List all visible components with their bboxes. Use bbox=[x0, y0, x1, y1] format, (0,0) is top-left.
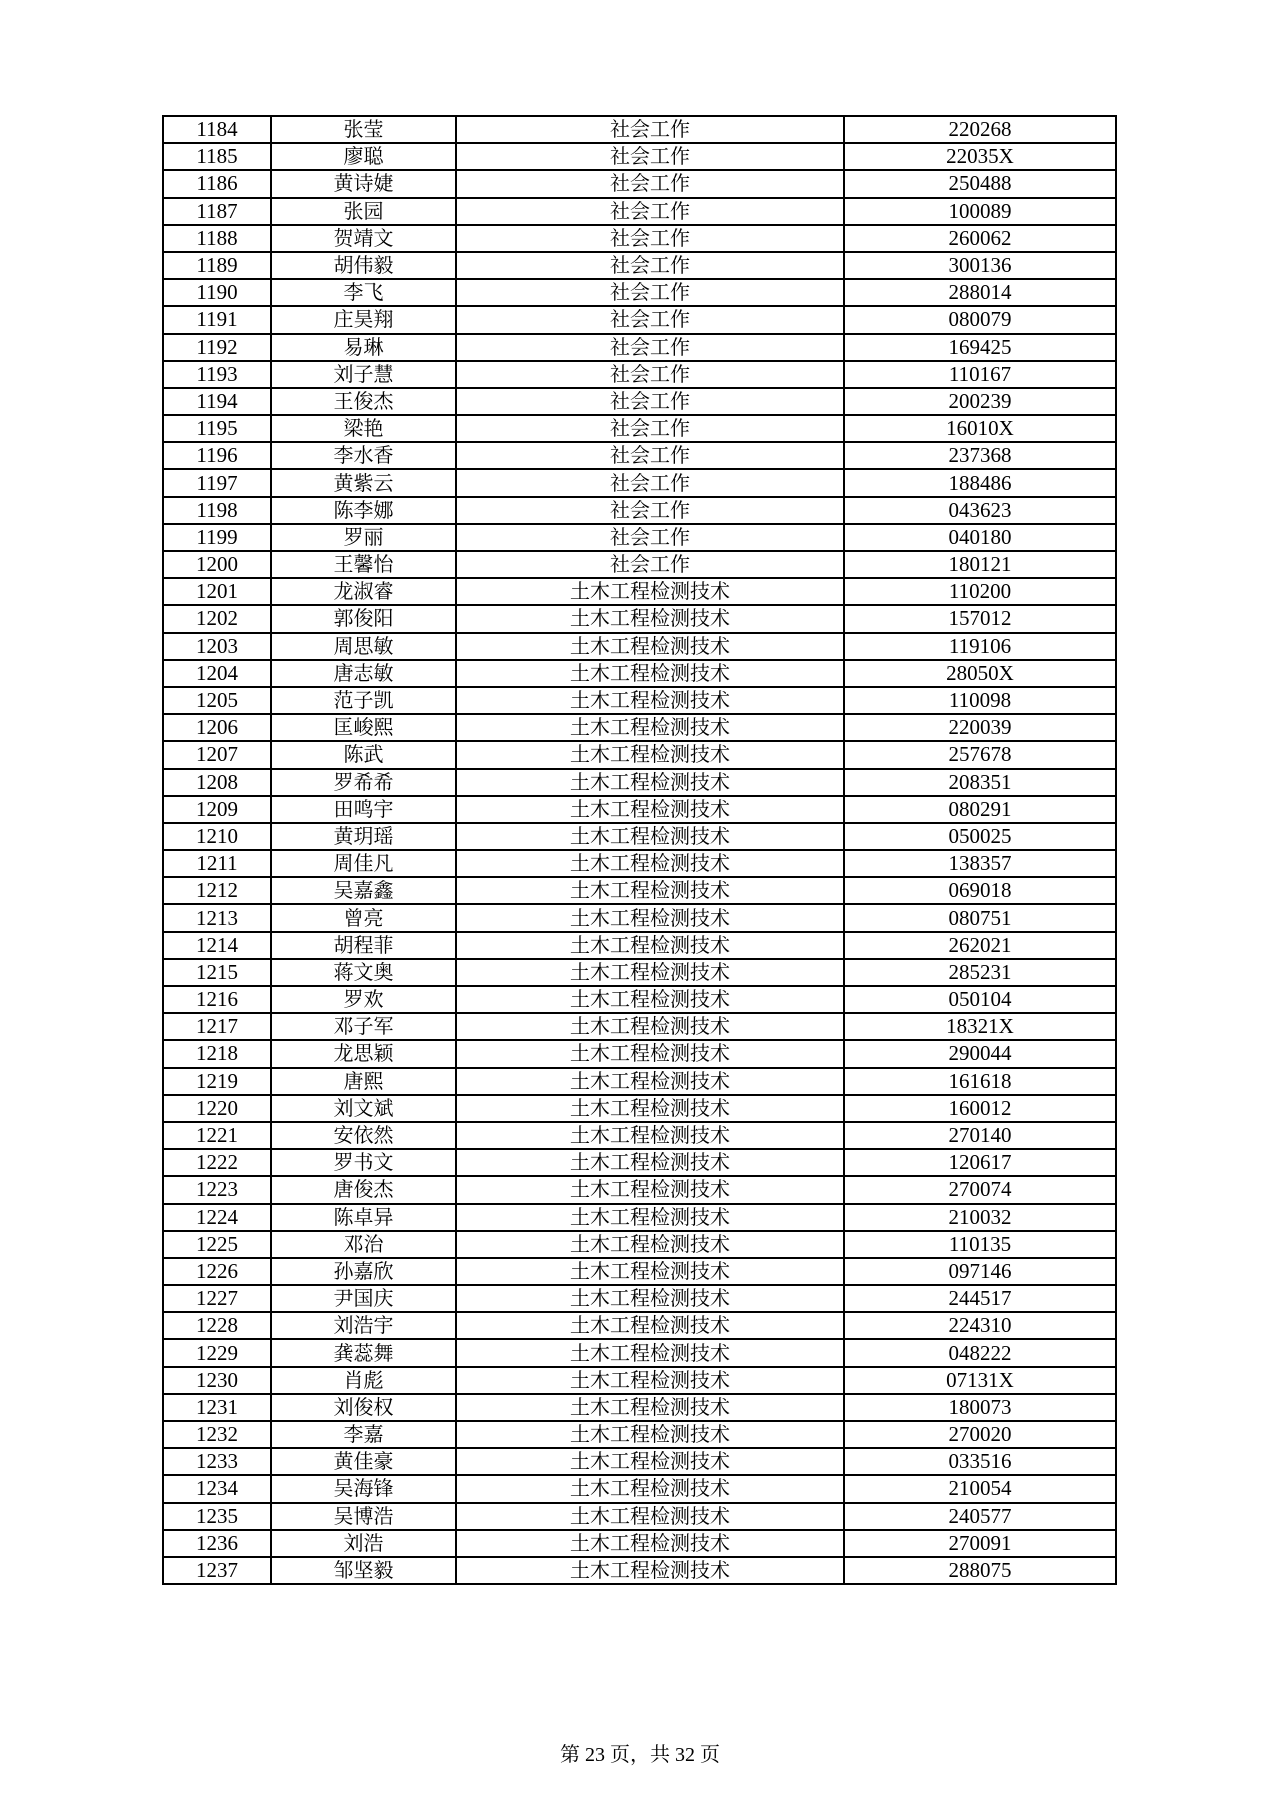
major-cell: 土木工程检测技术 bbox=[456, 1503, 844, 1530]
row-number-cell: 1213 bbox=[163, 904, 271, 931]
table-row bbox=[163, 1122, 1116, 1149]
name-cell: 黄紫云 bbox=[271, 469, 456, 496]
table-row bbox=[163, 361, 1116, 388]
table-row bbox=[163, 850, 1116, 877]
id-suffix-cell: 220039 bbox=[844, 714, 1116, 741]
major-cell: 土木工程检测技术 bbox=[456, 687, 844, 714]
row-number-cell: 1210 bbox=[163, 823, 271, 850]
row-number-cell: 1227 bbox=[163, 1285, 271, 1312]
row-number-cell: 1194 bbox=[163, 388, 271, 415]
row-number-cell: 1212 bbox=[163, 877, 271, 904]
row-number-cell: 1224 bbox=[163, 1204, 271, 1231]
student-list-table bbox=[162, 115, 1117, 1585]
major-cell: 土木工程检测技术 bbox=[456, 660, 844, 687]
name-cell: 唐熙 bbox=[271, 1068, 456, 1095]
name-cell: 田鸣宇 bbox=[271, 796, 456, 823]
major-cell: 土木工程检测技术 bbox=[456, 1068, 844, 1095]
table-row bbox=[163, 388, 1116, 415]
row-number-cell: 1206 bbox=[163, 714, 271, 741]
row-number-cell: 1184 bbox=[163, 116, 271, 143]
name-cell: 孙嘉欣 bbox=[271, 1258, 456, 1285]
name-cell: 胡程菲 bbox=[271, 932, 456, 959]
table-row bbox=[163, 660, 1116, 687]
id-suffix-cell: 07131X bbox=[844, 1367, 1116, 1394]
major-cell: 土木工程检测技术 bbox=[456, 850, 844, 877]
id-suffix-cell: 110167 bbox=[844, 361, 1116, 388]
name-cell: 吴海锋 bbox=[271, 1475, 456, 1502]
name-cell: 陈武 bbox=[271, 741, 456, 768]
table-row bbox=[163, 769, 1116, 796]
row-number-cell: 1217 bbox=[163, 1013, 271, 1040]
name-cell: 梁艳 bbox=[271, 415, 456, 442]
major-cell: 社会工作 bbox=[456, 551, 844, 578]
major-cell: 土木工程检测技术 bbox=[456, 1530, 844, 1557]
major-cell: 土木工程检测技术 bbox=[456, 1258, 844, 1285]
name-cell: 张莹 bbox=[271, 116, 456, 143]
row-number-cell: 1189 bbox=[163, 252, 271, 279]
major-cell: 土木工程检测技术 bbox=[456, 1204, 844, 1231]
name-cell: 王俊杰 bbox=[271, 388, 456, 415]
name-cell: 安依然 bbox=[271, 1122, 456, 1149]
id-suffix-cell: 210054 bbox=[844, 1475, 1116, 1502]
table-row bbox=[163, 306, 1116, 333]
table-row bbox=[163, 1394, 1116, 1421]
id-suffix-cell: 180121 bbox=[844, 551, 1116, 578]
row-number-cell: 1192 bbox=[163, 334, 271, 361]
row-number-cell: 1208 bbox=[163, 769, 271, 796]
table-row bbox=[163, 497, 1116, 524]
id-suffix-cell: 262021 bbox=[844, 932, 1116, 959]
id-suffix-cell: 188486 bbox=[844, 469, 1116, 496]
table-row bbox=[163, 1258, 1116, 1285]
table-row bbox=[163, 116, 1116, 143]
name-cell: 李嘉 bbox=[271, 1421, 456, 1448]
major-cell: 土木工程检测技术 bbox=[456, 633, 844, 660]
id-suffix-cell: 285231 bbox=[844, 959, 1116, 986]
major-cell: 土木工程检测技术 bbox=[456, 1149, 844, 1176]
name-cell: 王馨怡 bbox=[271, 551, 456, 578]
row-number-cell: 1235 bbox=[163, 1503, 271, 1530]
table-row bbox=[163, 551, 1116, 578]
major-cell: 土木工程检测技术 bbox=[456, 932, 844, 959]
id-suffix-cell: 097146 bbox=[844, 1258, 1116, 1285]
row-number-cell: 1218 bbox=[163, 1040, 271, 1067]
major-cell: 土木工程检测技术 bbox=[456, 741, 844, 768]
id-suffix-cell: 244517 bbox=[844, 1285, 1116, 1312]
table-row bbox=[163, 823, 1116, 850]
table-row bbox=[163, 1503, 1116, 1530]
table-row bbox=[163, 986, 1116, 1013]
major-cell: 土木工程检测技术 bbox=[456, 578, 844, 605]
name-cell: 李飞 bbox=[271, 279, 456, 306]
major-cell: 社会工作 bbox=[456, 415, 844, 442]
row-number-cell: 1223 bbox=[163, 1176, 271, 1203]
major-cell: 社会工作 bbox=[456, 524, 844, 551]
name-cell: 郭俊阳 bbox=[271, 605, 456, 632]
row-number-cell: 1201 bbox=[163, 578, 271, 605]
table-row bbox=[163, 904, 1116, 931]
name-cell: 罗希希 bbox=[271, 769, 456, 796]
major-cell: 社会工作 bbox=[456, 279, 844, 306]
major-cell: 土木工程检测技术 bbox=[456, 1475, 844, 1502]
row-number-cell: 1187 bbox=[163, 198, 271, 225]
row-number-cell: 1196 bbox=[163, 442, 271, 469]
table-row bbox=[163, 1040, 1116, 1067]
name-cell: 曾亮 bbox=[271, 904, 456, 931]
name-cell: 贺靖文 bbox=[271, 225, 456, 252]
major-cell: 土木工程检测技术 bbox=[456, 1122, 844, 1149]
id-suffix-cell: 050025 bbox=[844, 823, 1116, 850]
table-row bbox=[163, 1231, 1116, 1258]
name-cell: 李水香 bbox=[271, 442, 456, 469]
name-cell: 龙思颖 bbox=[271, 1040, 456, 1067]
row-number-cell: 1216 bbox=[163, 986, 271, 1013]
row-number-cell: 1200 bbox=[163, 551, 271, 578]
name-cell: 范子凯 bbox=[271, 687, 456, 714]
name-cell: 龙淑睿 bbox=[271, 578, 456, 605]
id-suffix-cell: 157012 bbox=[844, 605, 1116, 632]
id-suffix-cell: 110135 bbox=[844, 1231, 1116, 1258]
major-cell: 土木工程检测技术 bbox=[456, 904, 844, 931]
id-suffix-cell: 080079 bbox=[844, 306, 1116, 333]
row-number-cell: 1202 bbox=[163, 605, 271, 632]
row-number-cell: 1211 bbox=[163, 850, 271, 877]
row-number-cell: 1230 bbox=[163, 1367, 271, 1394]
table-row bbox=[163, 1557, 1116, 1584]
name-cell: 唐俊杰 bbox=[271, 1176, 456, 1203]
row-number-cell: 1219 bbox=[163, 1068, 271, 1095]
row-number-cell: 1198 bbox=[163, 497, 271, 524]
id-suffix-cell: 16010X bbox=[844, 415, 1116, 442]
name-cell: 匡峻熙 bbox=[271, 714, 456, 741]
id-suffix-cell: 240577 bbox=[844, 1503, 1116, 1530]
major-cell: 土木工程检测技术 bbox=[456, 1367, 844, 1394]
row-number-cell: 1186 bbox=[163, 170, 271, 197]
row-number-cell: 1228 bbox=[163, 1312, 271, 1339]
row-number-cell: 1221 bbox=[163, 1122, 271, 1149]
row-number-cell: 1214 bbox=[163, 932, 271, 959]
major-cell: 土木工程检测技术 bbox=[456, 605, 844, 632]
name-cell: 刘俊权 bbox=[271, 1394, 456, 1421]
id-suffix-cell: 110098 bbox=[844, 687, 1116, 714]
id-suffix-cell: 069018 bbox=[844, 877, 1116, 904]
major-cell: 社会工作 bbox=[456, 116, 844, 143]
major-cell: 土木工程检测技术 bbox=[456, 823, 844, 850]
major-cell: 土木工程检测技术 bbox=[456, 1448, 844, 1475]
major-cell: 土木工程检测技术 bbox=[456, 1095, 844, 1122]
table-row bbox=[163, 1421, 1116, 1448]
name-cell: 周思敏 bbox=[271, 633, 456, 660]
major-cell: 土木工程检测技术 bbox=[456, 796, 844, 823]
table-row bbox=[163, 1285, 1116, 1312]
major-cell: 土木工程检测技术 bbox=[456, 986, 844, 1013]
name-cell: 周佳凡 bbox=[271, 850, 456, 877]
table-row bbox=[163, 225, 1116, 252]
major-cell: 社会工作 bbox=[456, 334, 844, 361]
row-number-cell: 1190 bbox=[163, 279, 271, 306]
row-number-cell: 1205 bbox=[163, 687, 271, 714]
major-cell: 社会工作 bbox=[456, 198, 844, 225]
name-cell: 蒋文奥 bbox=[271, 959, 456, 986]
id-suffix-cell: 161618 bbox=[844, 1068, 1116, 1095]
table-row bbox=[163, 1475, 1116, 1502]
table-row bbox=[163, 1367, 1116, 1394]
name-cell: 陈李娜 bbox=[271, 497, 456, 524]
id-suffix-cell: 260062 bbox=[844, 225, 1116, 252]
row-number-cell: 1193 bbox=[163, 361, 271, 388]
id-suffix-cell: 270074 bbox=[844, 1176, 1116, 1203]
name-cell: 刘浩 bbox=[271, 1530, 456, 1557]
id-suffix-cell: 210032 bbox=[844, 1204, 1116, 1231]
major-cell: 社会工作 bbox=[456, 469, 844, 496]
id-suffix-cell: 300136 bbox=[844, 252, 1116, 279]
row-number-cell: 1191 bbox=[163, 306, 271, 333]
name-cell: 吴嘉鑫 bbox=[271, 877, 456, 904]
table-row bbox=[163, 334, 1116, 361]
id-suffix-cell: 048222 bbox=[844, 1339, 1116, 1366]
id-suffix-cell: 270140 bbox=[844, 1122, 1116, 1149]
name-cell: 胡伟毅 bbox=[271, 252, 456, 279]
id-suffix-cell: 288075 bbox=[844, 1557, 1116, 1584]
id-suffix-cell: 080751 bbox=[844, 904, 1116, 931]
id-suffix-cell: 138357 bbox=[844, 850, 1116, 877]
row-number-cell: 1225 bbox=[163, 1231, 271, 1258]
name-cell: 廖聪 bbox=[271, 143, 456, 170]
name-cell: 唐志敏 bbox=[271, 660, 456, 687]
table-row bbox=[163, 469, 1116, 496]
id-suffix-cell: 033516 bbox=[844, 1448, 1116, 1475]
name-cell: 邓子军 bbox=[271, 1013, 456, 1040]
row-number-cell: 1199 bbox=[163, 524, 271, 551]
row-number-cell: 1237 bbox=[163, 1557, 271, 1584]
row-number-cell: 1195 bbox=[163, 415, 271, 442]
major-cell: 土木工程检测技术 bbox=[456, 1394, 844, 1421]
name-cell: 陈卓异 bbox=[271, 1204, 456, 1231]
table-row bbox=[163, 578, 1116, 605]
row-number-cell: 1229 bbox=[163, 1339, 271, 1366]
name-cell: 黄诗婕 bbox=[271, 170, 456, 197]
table-row bbox=[163, 1312, 1116, 1339]
name-cell: 邓治 bbox=[271, 1231, 456, 1258]
name-cell: 刘子慧 bbox=[271, 361, 456, 388]
major-cell: 土木工程检测技术 bbox=[456, 1231, 844, 1258]
table-row bbox=[163, 1448, 1116, 1475]
id-suffix-cell: 160012 bbox=[844, 1095, 1116, 1122]
id-suffix-cell: 22035X bbox=[844, 143, 1116, 170]
id-suffix-cell: 224310 bbox=[844, 1312, 1116, 1339]
name-cell: 罗欢 bbox=[271, 986, 456, 1013]
major-cell: 社会工作 bbox=[456, 143, 844, 170]
row-number-cell: 1197 bbox=[163, 469, 271, 496]
row-number-cell: 1185 bbox=[163, 143, 271, 170]
row-number-cell: 1231 bbox=[163, 1394, 271, 1421]
table-row bbox=[163, 143, 1116, 170]
table-row bbox=[163, 605, 1116, 632]
name-cell: 邹坚毅 bbox=[271, 1557, 456, 1584]
id-suffix-cell: 169425 bbox=[844, 334, 1116, 361]
id-suffix-cell: 080291 bbox=[844, 796, 1116, 823]
row-number-cell: 1232 bbox=[163, 1421, 271, 1448]
row-number-cell: 1222 bbox=[163, 1149, 271, 1176]
table-row bbox=[163, 1013, 1116, 1040]
table-row bbox=[163, 1176, 1116, 1203]
name-cell: 刘浩宇 bbox=[271, 1312, 456, 1339]
row-number-cell: 1188 bbox=[163, 225, 271, 252]
table-row bbox=[163, 959, 1116, 986]
name-cell: 黄佳豪 bbox=[271, 1448, 456, 1475]
id-suffix-cell: 18321X bbox=[844, 1013, 1116, 1040]
major-cell: 土木工程检测技术 bbox=[456, 1285, 844, 1312]
id-suffix-cell: 180073 bbox=[844, 1394, 1116, 1421]
table-row bbox=[163, 170, 1116, 197]
id-suffix-cell: 200239 bbox=[844, 388, 1116, 415]
id-suffix-cell: 043623 bbox=[844, 497, 1116, 524]
id-suffix-cell: 208351 bbox=[844, 769, 1116, 796]
name-cell: 黄玥瑶 bbox=[271, 823, 456, 850]
table-row bbox=[163, 279, 1116, 306]
name-cell: 肖彪 bbox=[271, 1367, 456, 1394]
row-number-cell: 1220 bbox=[163, 1095, 271, 1122]
table-body bbox=[163, 116, 1116, 1584]
major-cell: 土木工程检测技术 bbox=[456, 769, 844, 796]
major-cell: 社会工作 bbox=[456, 225, 844, 252]
major-cell: 土木工程检测技术 bbox=[456, 1176, 844, 1203]
major-cell: 社会工作 bbox=[456, 170, 844, 197]
name-cell: 庄昊翔 bbox=[271, 306, 456, 333]
id-suffix-cell: 050104 bbox=[844, 986, 1116, 1013]
table-row bbox=[163, 1530, 1116, 1557]
table-row bbox=[163, 198, 1116, 225]
table-row bbox=[163, 1204, 1116, 1231]
table-row bbox=[163, 524, 1116, 551]
id-suffix-cell: 28050X bbox=[844, 660, 1116, 687]
major-cell: 社会工作 bbox=[456, 442, 844, 469]
name-cell: 吴博浩 bbox=[271, 1503, 456, 1530]
major-cell: 土木工程检测技术 bbox=[456, 1557, 844, 1584]
id-suffix-cell: 100089 bbox=[844, 198, 1116, 225]
row-number-cell: 1226 bbox=[163, 1258, 271, 1285]
major-cell: 土木工程检测技术 bbox=[456, 714, 844, 741]
id-suffix-cell: 220268 bbox=[844, 116, 1116, 143]
id-suffix-cell: 237368 bbox=[844, 442, 1116, 469]
name-cell: 罗丽 bbox=[271, 524, 456, 551]
table-row bbox=[163, 252, 1116, 279]
id-suffix-cell: 270091 bbox=[844, 1530, 1116, 1557]
major-cell: 社会工作 bbox=[456, 388, 844, 415]
table-row bbox=[163, 633, 1116, 660]
major-cell: 土木工程检测技术 bbox=[456, 1013, 844, 1040]
id-suffix-cell: 110200 bbox=[844, 578, 1116, 605]
table-row bbox=[163, 415, 1116, 442]
id-suffix-cell: 250488 bbox=[844, 170, 1116, 197]
table-row bbox=[163, 442, 1116, 469]
major-cell: 土木工程检测技术 bbox=[456, 1312, 844, 1339]
name-cell: 张园 bbox=[271, 198, 456, 225]
major-cell: 社会工作 bbox=[456, 252, 844, 279]
name-cell: 罗书文 bbox=[271, 1149, 456, 1176]
name-cell: 刘文斌 bbox=[271, 1095, 456, 1122]
table-row bbox=[163, 741, 1116, 768]
row-number-cell: 1209 bbox=[163, 796, 271, 823]
id-suffix-cell: 120617 bbox=[844, 1149, 1116, 1176]
table-row bbox=[163, 714, 1116, 741]
table-row bbox=[163, 796, 1116, 823]
table-row bbox=[163, 687, 1116, 714]
table-row bbox=[163, 1095, 1116, 1122]
name-cell: 龚蕊舞 bbox=[271, 1339, 456, 1366]
row-number-cell: 1203 bbox=[163, 633, 271, 660]
major-cell: 土木工程检测技术 bbox=[456, 959, 844, 986]
table-row bbox=[163, 1339, 1116, 1366]
id-suffix-cell: 270020 bbox=[844, 1421, 1116, 1448]
page-number-footer: 第 23 页，共 32 页 bbox=[560, 1744, 720, 1766]
major-cell: 土木工程检测技术 bbox=[456, 1339, 844, 1366]
table-row bbox=[163, 932, 1116, 959]
id-suffix-cell: 257678 bbox=[844, 741, 1116, 768]
row-number-cell: 1233 bbox=[163, 1448, 271, 1475]
id-suffix-cell: 040180 bbox=[844, 524, 1116, 551]
row-number-cell: 1234 bbox=[163, 1475, 271, 1502]
name-cell: 尹国庆 bbox=[271, 1285, 456, 1312]
name-cell: 易琳 bbox=[271, 334, 456, 361]
id-suffix-cell: 119106 bbox=[844, 633, 1116, 660]
row-number-cell: 1204 bbox=[163, 660, 271, 687]
major-cell: 社会工作 bbox=[456, 306, 844, 333]
major-cell: 社会工作 bbox=[456, 497, 844, 524]
table-row bbox=[163, 1149, 1116, 1176]
major-cell: 社会工作 bbox=[456, 361, 844, 388]
row-number-cell: 1236 bbox=[163, 1530, 271, 1557]
major-cell: 土木工程检测技术 bbox=[456, 877, 844, 904]
table-row bbox=[163, 877, 1116, 904]
row-number-cell: 1207 bbox=[163, 741, 271, 768]
major-cell: 土木工程检测技术 bbox=[456, 1040, 844, 1067]
table-row bbox=[163, 1068, 1116, 1095]
major-cell: 土木工程检测技术 bbox=[456, 1421, 844, 1448]
id-suffix-cell: 290044 bbox=[844, 1040, 1116, 1067]
row-number-cell: 1215 bbox=[163, 959, 271, 986]
id-suffix-cell: 288014 bbox=[844, 279, 1116, 306]
